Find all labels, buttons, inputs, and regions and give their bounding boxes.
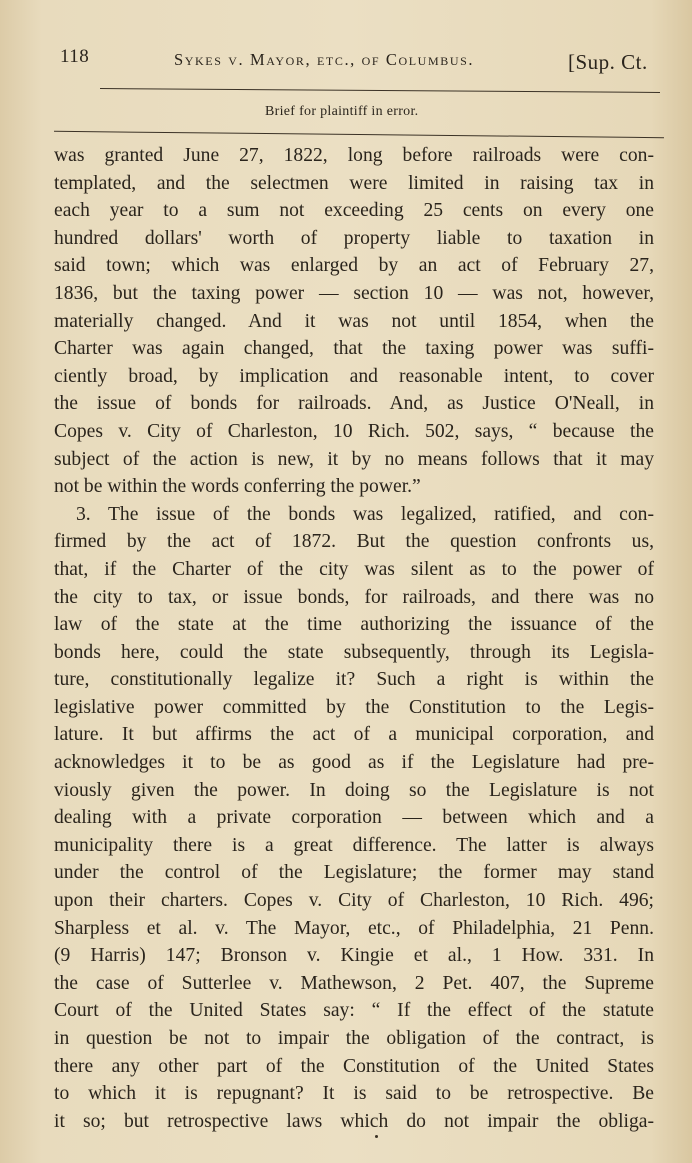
text-line: Court of the United States say: “ If the effect of the statute <box>54 1000 654 1022</box>
text-line: Charter was again changed, that the taxing power was suffi- <box>54 338 654 360</box>
header-rule <box>100 88 660 93</box>
text-line: hundred dollars' worth of property liable to taxation in <box>54 227 654 249</box>
text-line: 1836, but the taxing power — section 10 — was not, however, <box>54 282 654 304</box>
text-line: (9 Harris) 147; Bronson v. Kingie et al., 1 How. 331. In <box>54 945 654 967</box>
page-number: 118 <box>60 46 90 67</box>
body-text <box>54 142 654 1135</box>
text-line: upon their charters. Copes v. City of Charleston, 10 Rich. 496; <box>54 890 654 912</box>
text-line: to which it is repugnant? It is said to be retrospective. Be <box>54 1083 654 1105</box>
text-line: dealing with a private corporation — between which and a <box>54 807 654 829</box>
text-line: materially changed. And it was not until 1854, when the <box>54 310 654 332</box>
text-line: each year to a sum not exceeding 25 cents on every one <box>54 200 654 222</box>
text-line: that, if the Charter of the city was silent as to the power of <box>54 558 654 580</box>
page-header <box>60 44 660 84</box>
text-line: ciently broad, by implication and reasonable intent, to cover <box>54 365 654 387</box>
text-line: was granted June 27, 1822, long before railroads were con- <box>54 145 654 166</box>
text-line: not be within the words conferring the power.” <box>54 476 421 498</box>
text-line: Copes v. City of Charleston, 10 Rich. 502, says, “ because the <box>54 420 654 442</box>
text-line: municipality there is a great difference. The latter is always <box>54 834 654 856</box>
text-line: lature. It but affirms the act of a municipal corporation, and <box>54 724 654 746</box>
text-line: firmed by the act of 1872. But the question confronts us, <box>54 531 654 553</box>
text-line: bonds here, could the state subsequently, through its Legisla- <box>54 641 654 663</box>
text-line: ture, constitutionally legalize it? Such a right is within the <box>54 669 654 691</box>
text-line: the city to tax, or issue bonds, for railroads, and there was no <box>54 586 654 608</box>
text-line: there any other part of the Constitution of the United States <box>54 1055 654 1077</box>
court-abbreviation: [Sup. Ct. <box>568 50 648 74</box>
text-line: Sharpless et al. v. The Mayor, etc., of Philadelphia, 21 Penn. <box>54 917 654 939</box>
text-line: said town; which was enlarged by an act of February 27, <box>54 255 654 277</box>
print-mark <box>375 1135 378 1138</box>
text-line: viously given the power. In doing so the Legislature is not <box>54 779 654 801</box>
text-line: acknowledges it to be as good as if the Legislature had pre- <box>54 752 654 774</box>
text-line: law of the state at the time authorizing the issuance of the <box>54 614 654 636</box>
subheading-rule <box>54 131 664 138</box>
text-line: under the control of the Legislature; the former may stand <box>54 862 654 884</box>
section-subheading: Brief for plaintiff in error. <box>265 104 419 119</box>
text-line: the case of Sutterlee v. Mathewson, 2 Pet. 407, the Supreme <box>54 972 654 994</box>
text-line: 3. The issue of the bonds was legalized, ratified, and con- <box>76 503 654 525</box>
text-line: templated, and the selectmen were limited in raising tax in <box>54 172 654 194</box>
text-line: subject of the action is new, it by no means follows that it may <box>54 448 654 470</box>
text-line: the issue of bonds for railroads. And, as Justice O'Neall, in <box>54 393 654 415</box>
running-title: Sykes v. Mayor, etc., of Columbus. <box>174 50 475 69</box>
text-line: legislative power committed by the Constitution to the Legis- <box>54 696 654 718</box>
text-line: in question be not to impair the obligation of the contract, is <box>54 1028 654 1049</box>
text-line: it so; but retrospective laws which do not impair the obliga- <box>54 1110 654 1132</box>
